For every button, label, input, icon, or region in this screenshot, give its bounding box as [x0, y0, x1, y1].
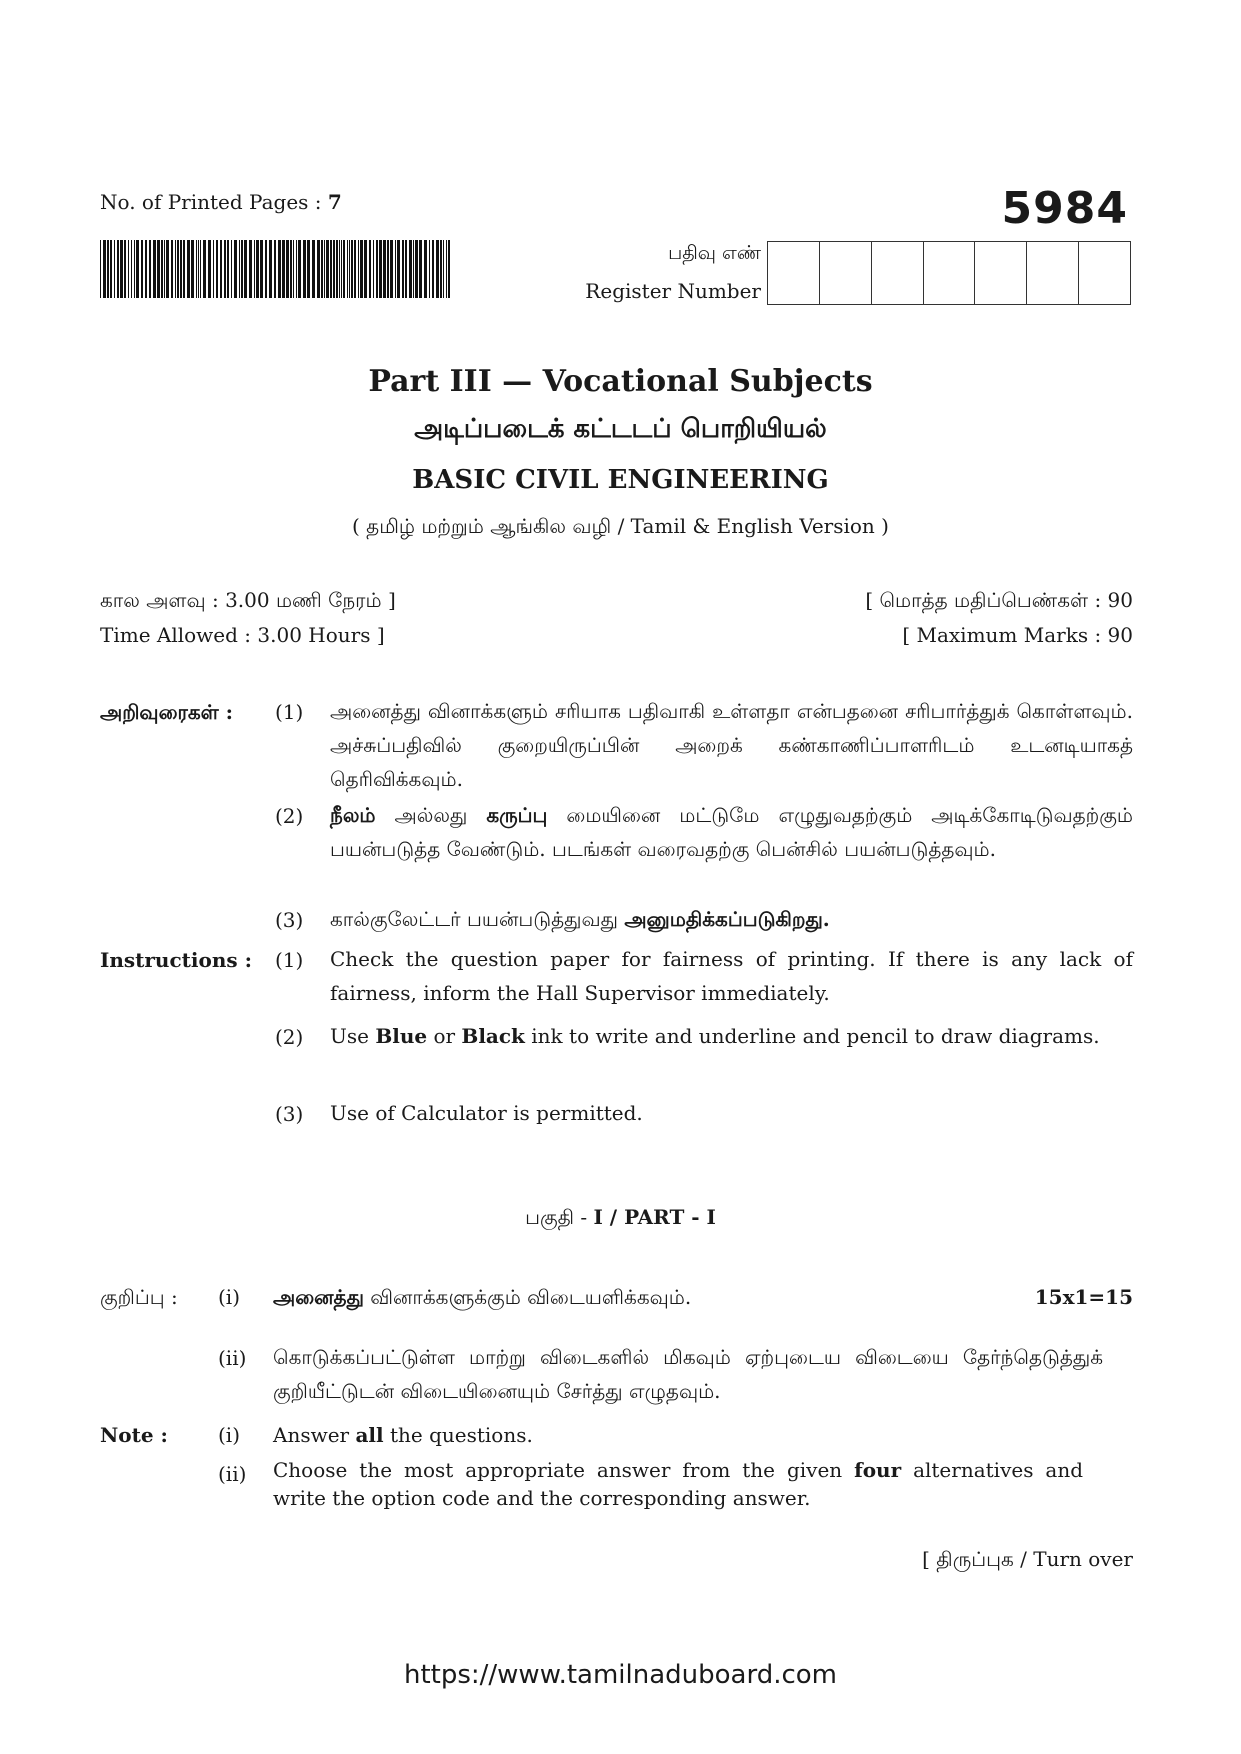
barcode-bar	[307, 240, 310, 298]
barcode-bar	[419, 240, 422, 298]
barcode-bar	[249, 240, 252, 298]
barcode-bar	[224, 240, 226, 298]
note-fragment: வினாக்களுக்கும் விடையளிக்கவும்.	[363, 1285, 692, 1309]
barcode-bar	[336, 240, 338, 298]
barcode-bar	[208, 240, 211, 298]
register-digit-box[interactable]	[768, 242, 820, 304]
barcode-bar	[349, 240, 350, 298]
barcode-bar	[153, 240, 156, 298]
instruction-fragment: அல்லது	[375, 803, 487, 827]
barcode-bar	[429, 240, 430, 298]
note-fragment: Choose the most appropriate answer from the given	[273, 1458, 855, 1482]
instruction-text	[330, 1019, 1133, 1053]
barcode-bar	[282, 240, 285, 298]
part-heading	[0, 1205, 1241, 1232]
note-text	[273, 1423, 533, 1447]
printed-pages-value: 7	[327, 190, 342, 214]
register-number-boxes[interactable]	[767, 241, 1131, 305]
maximum-marks: [ Maximum Marks : 90	[902, 623, 1133, 647]
instruction-text-tamil: அனைத்து வினாக்களும் சரியாக பதிவாகி உள்ளதா என்பதனை சரிபார்த்துக் கொள்ளவும். அச்சுப்பதிவில் குறையிருப்பின் அறைக் கண்காணிப்பாளரிடம் உடனடியாகத் தெரிவிக்கவும்.	[330, 699, 1133, 791]
barcode-bar	[145, 240, 147, 298]
barcode-bar	[339, 240, 340, 298]
instruction-fragment: மையினை மட்டுமே எழுதுவதற்கும் அடிக்கோடிடுவதற்கும் பயன்படுத்த வேண்டும். படங்கள் வரைவதற்கு பென்சில் பயன்படுத்தவும்.	[330, 803, 1133, 861]
instruction-fragment: கால்குலேட்டர் பயன்படுத்துவது	[330, 907, 625, 931]
barcode-bar	[183, 240, 185, 298]
barcode-bar	[298, 240, 301, 298]
barcode-bar	[256, 240, 259, 298]
barcode-bar	[164, 240, 165, 298]
barcode-bar	[269, 240, 272, 298]
barcode-bar	[171, 240, 173, 298]
barcode-bar	[100, 240, 101, 298]
barcode-bar	[120, 240, 123, 298]
barcode-bar	[103, 240, 106, 298]
barcode-bar	[114, 240, 115, 298]
barcode-bar	[321, 240, 323, 298]
barcode-bar	[161, 240, 163, 298]
barcode-bar	[290, 240, 292, 298]
subject-title: BASIC CIVIL ENGINEERING	[412, 465, 829, 495]
register-digit-box[interactable]	[1027, 242, 1079, 304]
barcode-bar	[254, 240, 255, 298]
barcode-bar	[141, 240, 143, 298]
marks-scheme: 15x1=15	[1034, 1285, 1133, 1309]
barcode-bar	[220, 240, 222, 298]
barcode-bar	[166, 240, 169, 298]
barcode-bar	[330, 240, 332, 298]
barcode-bar	[351, 240, 353, 298]
barcode-bar	[124, 240, 126, 298]
barcode-bar	[347, 240, 348, 298]
barcode-image	[100, 240, 450, 298]
barcode-bar	[448, 240, 450, 298]
emphasis-blue: Blue	[375, 1024, 428, 1048]
emphasis-black: கருப்பு	[486, 803, 548, 827]
barcode-bar	[286, 240, 289, 298]
barcode-bar	[241, 240, 243, 298]
barcode-bar	[196, 240, 197, 298]
barcode-bar	[213, 240, 214, 298]
time-allowed: Time Allowed : 3.00 Hours ]	[100, 623, 385, 647]
printed-pages-count	[100, 190, 342, 214]
instruction-text: Check the question paper for fairness of printing. If there is any lack of fairness, inform the Hall Supervisor immediately.	[330, 947, 1133, 1005]
barcode-bar	[198, 240, 199, 298]
part-heading-english: I / PART - I	[593, 1205, 716, 1229]
barcode-bar	[413, 240, 414, 298]
barcode-bar	[131, 240, 132, 298]
barcode-bar	[446, 240, 447, 298]
barcode-bar	[415, 240, 418, 298]
footer-url-link[interactable]: https://www.tamilnaduboard.com	[403, 1660, 838, 1690]
register-digit-box[interactable]	[820, 242, 872, 304]
note-fragment: Answer	[273, 1423, 356, 1447]
barcode-bar	[436, 240, 439, 298]
note-number: (i)	[218, 1423, 241, 1447]
barcode-bar	[387, 240, 389, 298]
barcode-bar	[234, 240, 237, 298]
barcode-bar	[443, 240, 444, 298]
maximum-marks-tamil: [ மொத்த மதிப்பெண்கள் : 90	[865, 588, 1133, 612]
note-label-tamil: குறிப்பு :	[100, 1285, 178, 1309]
emphasis-blue: நீலம்	[330, 803, 376, 827]
instruction-number: (2)	[275, 1025, 304, 1049]
barcode-bar	[293, 240, 294, 298]
barcode-bar	[397, 240, 400, 298]
instruction-text: Use of Calculator is permitted.	[330, 1101, 643, 1125]
barcode-bar	[260, 240, 263, 298]
barcode-bar	[107, 240, 109, 298]
instruction-fragment: ink to write and underline and pencil to draw diagrams.	[524, 1024, 1100, 1048]
barcode-bar	[110, 240, 112, 298]
barcode-bar	[157, 240, 160, 298]
emphasis-all: அனைத்து	[273, 1285, 364, 1309]
instruction-number: (2)	[275, 804, 304, 828]
emphasis-all: all	[355, 1423, 384, 1447]
emphasis-black: Black	[461, 1024, 525, 1048]
barcode-bar	[175, 240, 176, 298]
barcode-bar	[405, 240, 407, 298]
time-allowed-tamil: கால அளவு : 3.00 மணி நேரம் ]	[100, 588, 396, 612]
instruction-number: (1)	[275, 948, 304, 972]
barcode-bar	[358, 240, 359, 298]
barcode-bar	[373, 240, 374, 298]
barcode-bar	[296, 240, 297, 298]
version-note: ( தமிழ் மற்றும் ஆங்கில வழி / Tamil & English Version )	[352, 514, 889, 538]
register-number-label: Register Number	[585, 279, 761, 303]
barcode-bar	[216, 240, 218, 298]
turn-over-note: [ திருப்புக / Turn over	[922, 1547, 1133, 1571]
emphasis-permitted: அனுமதிக்கப்படுகிறது.	[624, 907, 830, 931]
register-digit-box[interactable]	[924, 242, 976, 304]
barcode-bar	[432, 240, 434, 298]
note-number: (ii)	[218, 1346, 247, 1370]
barcode-bar	[341, 240, 342, 298]
instruction-fragment: or	[427, 1024, 462, 1048]
register-number-label-tamil: பதிவு எண்	[668, 242, 761, 264]
barcode-bar	[203, 240, 206, 298]
barcode-bar	[424, 240, 427, 298]
register-digit-box[interactable]	[872, 242, 924, 304]
register-digit-box[interactable]	[1079, 242, 1130, 304]
note-text	[273, 1456, 1083, 1512]
instructions-label-tamil: அறிவுரைகள் :	[100, 700, 234, 724]
barcode-bar	[364, 240, 367, 298]
instruction-number: (3)	[275, 1102, 304, 1126]
barcode-bar	[231, 240, 232, 298]
note-number: (ii)	[218, 1462, 247, 1486]
barcode-bar	[303, 240, 306, 298]
barcode-bar	[187, 240, 190, 298]
instruction-text-tamil	[330, 798, 1133, 866]
barcode-bar	[440, 240, 442, 298]
barcode-bar	[265, 240, 267, 298]
barcode-bar	[369, 240, 371, 298]
barcode-bar	[136, 240, 139, 298]
emphasis-four: four	[854, 1458, 902, 1482]
barcode-bar	[180, 240, 182, 298]
note-label: Note :	[100, 1423, 168, 1447]
instruction-text-tamil	[330, 902, 1133, 936]
part-title: Part III — Vocational Subjects	[368, 364, 873, 399]
barcode-bar	[317, 240, 320, 298]
register-digit-box[interactable]	[975, 242, 1027, 304]
note-text-tamil: கொடுக்கப்பட்டுள்ள மாற்று விடைகளில் மிகவும் ஏற்புடைய விடையை தேர்ந்தெடுத்துக் குறியீட்டுடன் விடையினையும் சேர்த்து எழுதவும்.	[273, 1345, 1103, 1403]
note-text-tamil	[273, 1285, 691, 1312]
barcode-bar	[134, 240, 135, 298]
instruction-number: (3)	[275, 908, 304, 932]
barcode-bar	[343, 240, 345, 298]
barcode-bar	[360, 240, 363, 298]
barcode-bar	[409, 240, 412, 298]
barcode-bar	[312, 240, 315, 298]
barcode-bar	[278, 240, 281, 298]
barcode-bar	[354, 240, 356, 298]
printed-pages-label: No. of Printed Pages :	[100, 190, 328, 214]
barcode-bar	[149, 240, 151, 298]
barcode-bar	[390, 240, 393, 298]
barcode-bar	[376, 240, 378, 298]
barcode-bar	[200, 240, 201, 298]
barcode-bar	[383, 240, 386, 298]
barcode-bar	[395, 240, 396, 298]
barcode-bar	[239, 240, 240, 298]
barcode-bar	[244, 240, 247, 298]
barcode-bar	[402, 240, 404, 298]
instruction-fragment: Use	[330, 1024, 376, 1048]
barcode-bar	[379, 240, 382, 298]
note-fragment: the questions.	[383, 1423, 533, 1447]
barcode-bar	[274, 240, 276, 298]
note-fragment: alternatives and write the option code and the corresponding answer.	[273, 1458, 1084, 1510]
instructions-label: Instructions :	[100, 948, 252, 972]
paper-code: 5984	[1001, 183, 1128, 234]
note-number: (i)	[218, 1285, 241, 1309]
instruction-number: (1)	[275, 700, 304, 724]
barcode-bar	[227, 240, 229, 298]
barcode-bar	[333, 240, 335, 298]
part-heading-tamil: பகுதி -	[525, 1205, 594, 1229]
barcode-bar	[191, 240, 194, 298]
barcode-bar	[128, 240, 129, 298]
barcode-bar	[326, 240, 329, 298]
barcode-bar	[117, 240, 119, 298]
barcode-bar	[324, 240, 325, 298]
subject-title-tamil: அடிப்படைக் கட்டடப் பொறியியல்	[414, 414, 827, 444]
barcode-bar	[177, 240, 179, 298]
